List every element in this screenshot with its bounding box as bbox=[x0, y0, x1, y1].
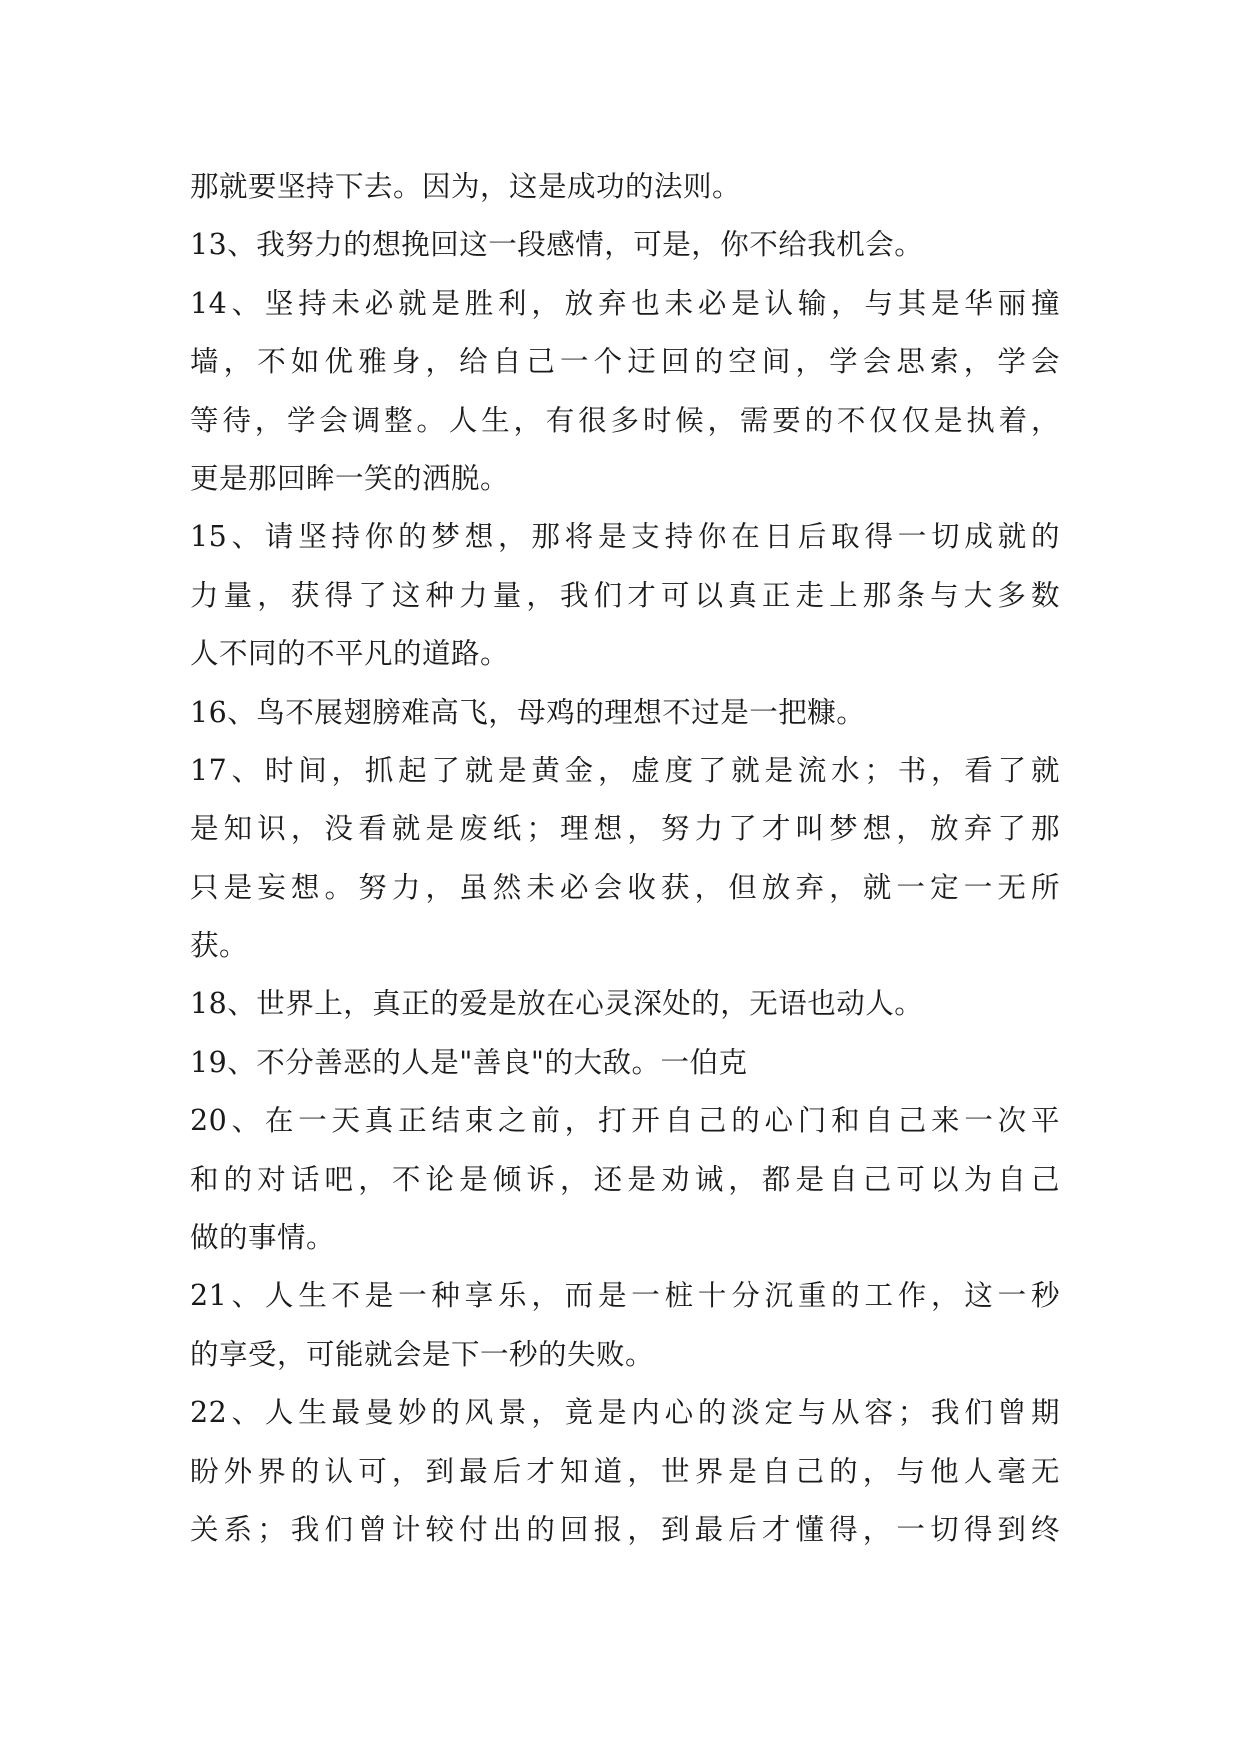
paragraph bbox=[190, 975, 1060, 1033]
text-line: 21、人生不是一种享乐，而是一桩十分沉重的工作，这一秒 bbox=[190, 1279, 1060, 1313]
paragraph bbox=[190, 1267, 1060, 1384]
text-line: 力量，获得了这种力量，我们才可以真正走上那条与大多数 bbox=[190, 578, 1060, 612]
text-line: 16、鸟不展翅膀难高飞，母鸡的理想不过是一把糠。 bbox=[190, 695, 866, 729]
paragraph bbox=[190, 216, 1060, 274]
text-line: 更是那回眸一笑的洒脱。 bbox=[190, 461, 510, 495]
text-line: 19、不分善恶的人是"善良"的大敌。一伯克 bbox=[190, 1045, 748, 1079]
text-line: 关系；我们曾计较付出的回报，到最后才懂得，一切得到终 bbox=[190, 1512, 1060, 1546]
text-line: 那就要坚持下去。因为，这是成功的法则。 bbox=[190, 170, 742, 203]
paragraph bbox=[190, 742, 1060, 976]
paragraph bbox=[190, 158, 1060, 216]
text-line: 获。 bbox=[190, 929, 249, 963]
text-line: 18、世界上，真正的爱是放在心灵深处的，无语也动人。 bbox=[190, 987, 924, 1021]
text-line: 20、在一天真正结束之前，打开自己的心门和自己来一次平 bbox=[190, 1104, 1060, 1138]
text-line: 人不同的不平凡的道路。 bbox=[190, 637, 510, 671]
text-line: 等待，学会调整。人生，有很多时候，需要的不仅仅是执着， bbox=[190, 403, 1060, 437]
paragraph bbox=[190, 1384, 1060, 1559]
document-body bbox=[190, 158, 1060, 1559]
paragraph bbox=[190, 684, 1060, 742]
text-line: 15、请坚持你的梦想，那将是支持你在日后取得一切成就的 bbox=[190, 520, 1060, 554]
text-line: 13、我努力的想挽回这一段感情，可是，你不给我机会。 bbox=[190, 228, 924, 262]
paragraph bbox=[190, 508, 1060, 683]
text-line: 只是妄想。努力，虽然未必会收获，但放弃，就一定一无所 bbox=[190, 870, 1060, 904]
text-line: 墙，不如优雅身，给自己一个迂回的空间，学会思索，学会 bbox=[190, 345, 1060, 379]
text-line: 的享受，可能就会是下一秒的失败。 bbox=[190, 1337, 655, 1371]
text-line: 做的事情。 bbox=[190, 1221, 336, 1255]
text-line: 14、坚持未必就是胜利，放弃也未必是认输，与其是华丽撞 bbox=[190, 286, 1060, 320]
paragraph bbox=[190, 275, 1060, 509]
text-line: 17、时间，抓起了就是黄金，虚度了就是流水；书，看了就 bbox=[190, 753, 1060, 787]
text-line: 是知识，没看就是废纸；理想，努力了才叫梦想，放弃了那 bbox=[190, 812, 1060, 846]
paragraph bbox=[190, 1034, 1060, 1092]
text-line: 22、人生最曼妙的风景，竟是内心的淡定与从容；我们曾期 bbox=[190, 1396, 1060, 1430]
text-line: 和的对话吧，不论是倾诉，还是劝诫，都是自己可以为自己 bbox=[190, 1162, 1060, 1196]
text-line: 盼外界的认可，到最后才知道，世界是自己的，与他人毫无 bbox=[190, 1454, 1060, 1488]
paragraph bbox=[190, 1092, 1060, 1267]
